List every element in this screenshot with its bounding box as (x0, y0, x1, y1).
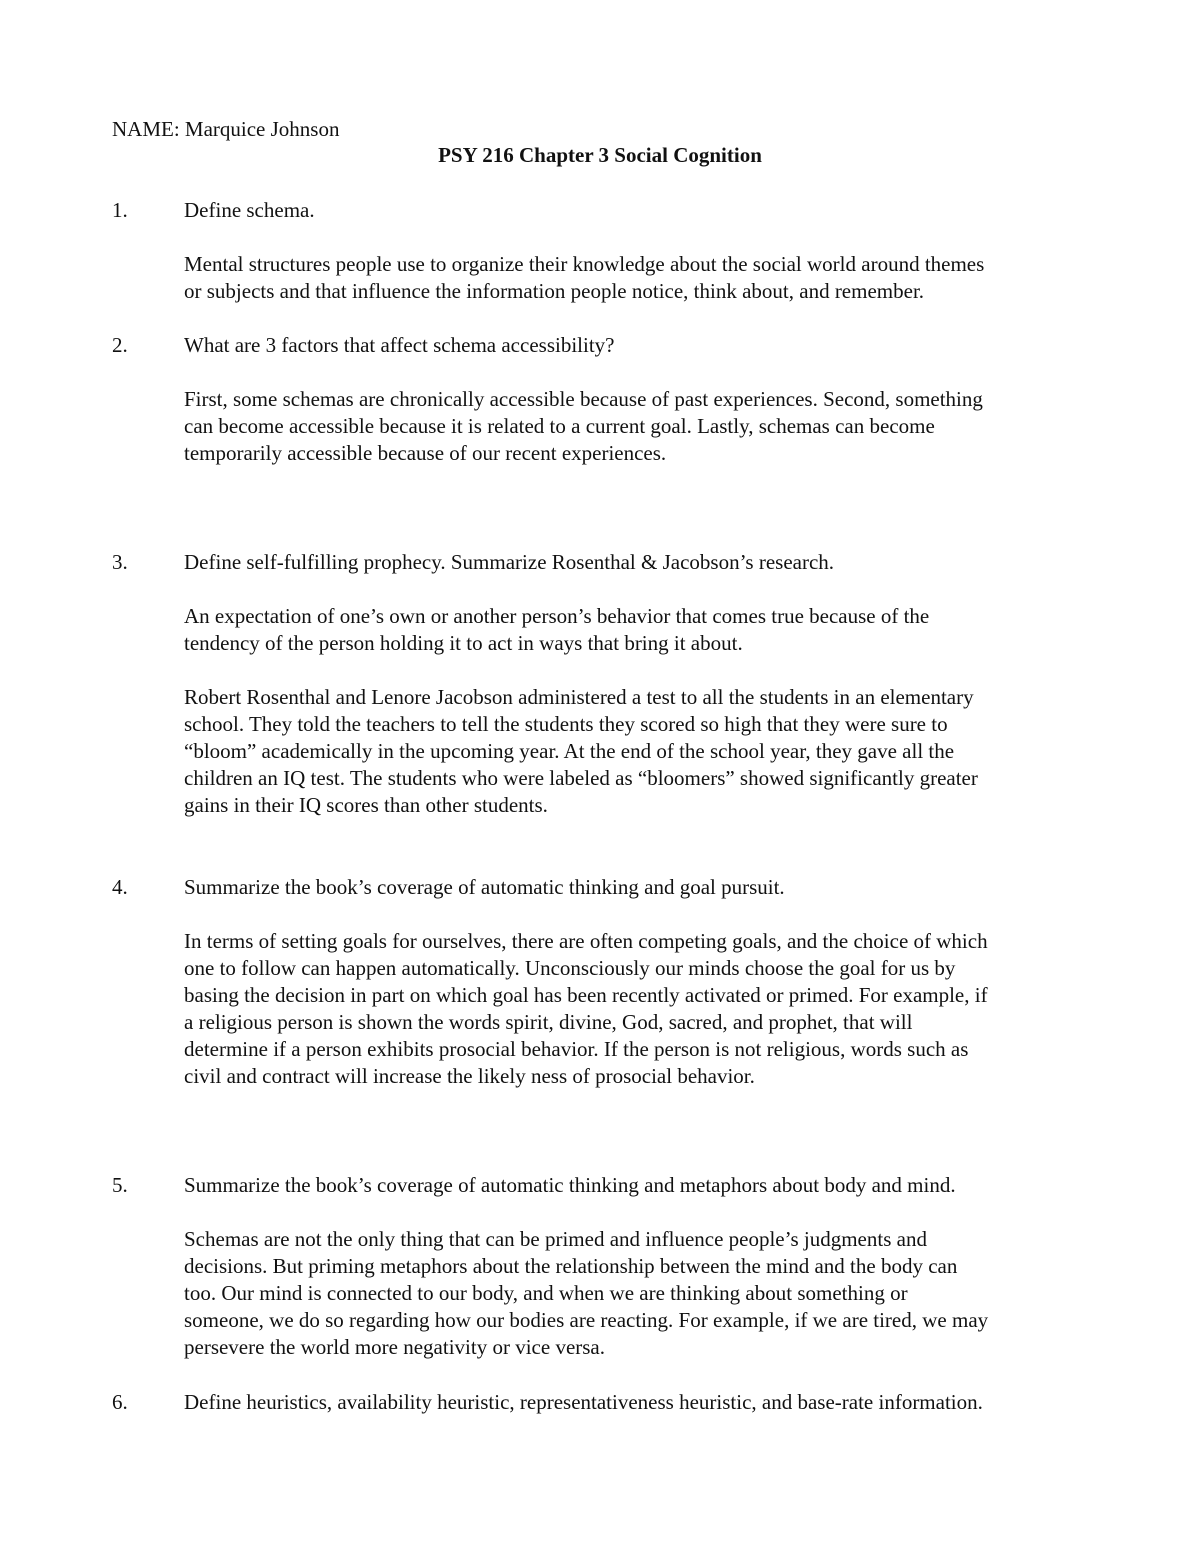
question-prompt: Summarize the book’s coverage of automatic thinking and metaphors about body and mind. (184, 1173, 956, 1197)
answer-line: Mental structures people use to organize their knowledge about the social world around themes (184, 252, 985, 276)
question-number: 2. (112, 333, 128, 357)
question-prompt: Define heuristics, availability heuristic, representativeness heuristic, and base-rate information. (184, 1390, 983, 1414)
answer-line: a religious person is shown the words spirit, divine, God, sacred, and prophet, that will (184, 1010, 913, 1034)
answer-line: someone, we do so regarding how our bodies are reacting. For example, if we are tired, we may (184, 1308, 989, 1332)
answer-paragraph (184, 684, 1104, 819)
answer-paragraph (184, 928, 1104, 1090)
question-prompt: What are 3 factors that affect schema accessibility? (184, 333, 615, 357)
answer-line: or subjects and that influence the information people notice, think about, and remember. (184, 279, 925, 303)
answer-line: Robert Rosenthal and Lenore Jacobson administered a test to all the students in an elementary (184, 685, 974, 709)
answer-line: An expectation of one’s own or another person’s behavior that comes true because of the (184, 604, 930, 628)
answer-line: persevere the world more negativity or vice versa. (184, 1335, 605, 1359)
answer-line: determine if a person exhibits prosocial behavior. If the person is not religious, words such as (184, 1037, 969, 1061)
answer-line: one to follow can happen automatically. Unconsciously our minds choose the goal for us by (184, 956, 956, 980)
answer-line: First, some schemas are chronically accessible because of past experiences. Second, something (184, 387, 983, 411)
answer-line: Schemas are not the only thing that can be primed and influence people’s judgments and (184, 1227, 927, 1251)
answer-paragraph (184, 251, 1104, 305)
answer-paragraph (184, 603, 1104, 657)
question-number: 6. (112, 1390, 128, 1414)
answer-line: school. They told the teachers to tell the students they scored so high that they were sure to (184, 712, 948, 736)
answer-line: can become accessible because it is related to a current goal. Lastly, schemas can become (184, 414, 935, 438)
student-name-line: NAME: Marquice Johnson (112, 117, 340, 141)
question-number: 1. (112, 198, 128, 222)
answer-line: temporarily accessible because of our recent experiences. (184, 441, 667, 465)
question-number: 3. (112, 550, 128, 574)
question-prompt: Define self-fulfilling prophecy. Summarize Rosenthal & Jacobson’s research. (184, 550, 835, 574)
question-prompt: Define schema. (184, 198, 315, 222)
answer-line: gains in their IQ scores than other students. (184, 793, 548, 817)
answer-line: children an IQ test. The students who were labeled as “bloomers” showed significantly greater (184, 766, 978, 790)
answer-line: basing the decision in part on which goal has been recently activated or primed. For example, if (184, 983, 988, 1007)
question-number: 4. (112, 875, 128, 899)
worksheet-title: PSY 216 Chapter 3 Social Cognition (438, 143, 762, 167)
answer-line: tendency of the person holding it to act in ways that bring it about. (184, 631, 743, 655)
answer-line: In terms of setting goals for ourselves, there are often competing goals, and the choice of which (184, 929, 988, 953)
answer-paragraph (184, 386, 1104, 467)
question-number: 5. (112, 1173, 128, 1197)
answer-line: too. Our mind is connected to our body, and when we are thinking about something or (184, 1281, 908, 1305)
answer-line: “bloom” academically in the upcoming year. At the end of the school year, they gave all the (184, 739, 955, 763)
answer-line: decisions. But priming metaphors about the relationship between the mind and the body can (184, 1254, 958, 1278)
answer-paragraph (184, 1226, 1104, 1361)
answer-line: civil and contract will increase the likely ness of prosocial behavior. (184, 1064, 755, 1088)
question-prompt: Summarize the book’s coverage of automatic thinking and goal pursuit. (184, 875, 785, 899)
